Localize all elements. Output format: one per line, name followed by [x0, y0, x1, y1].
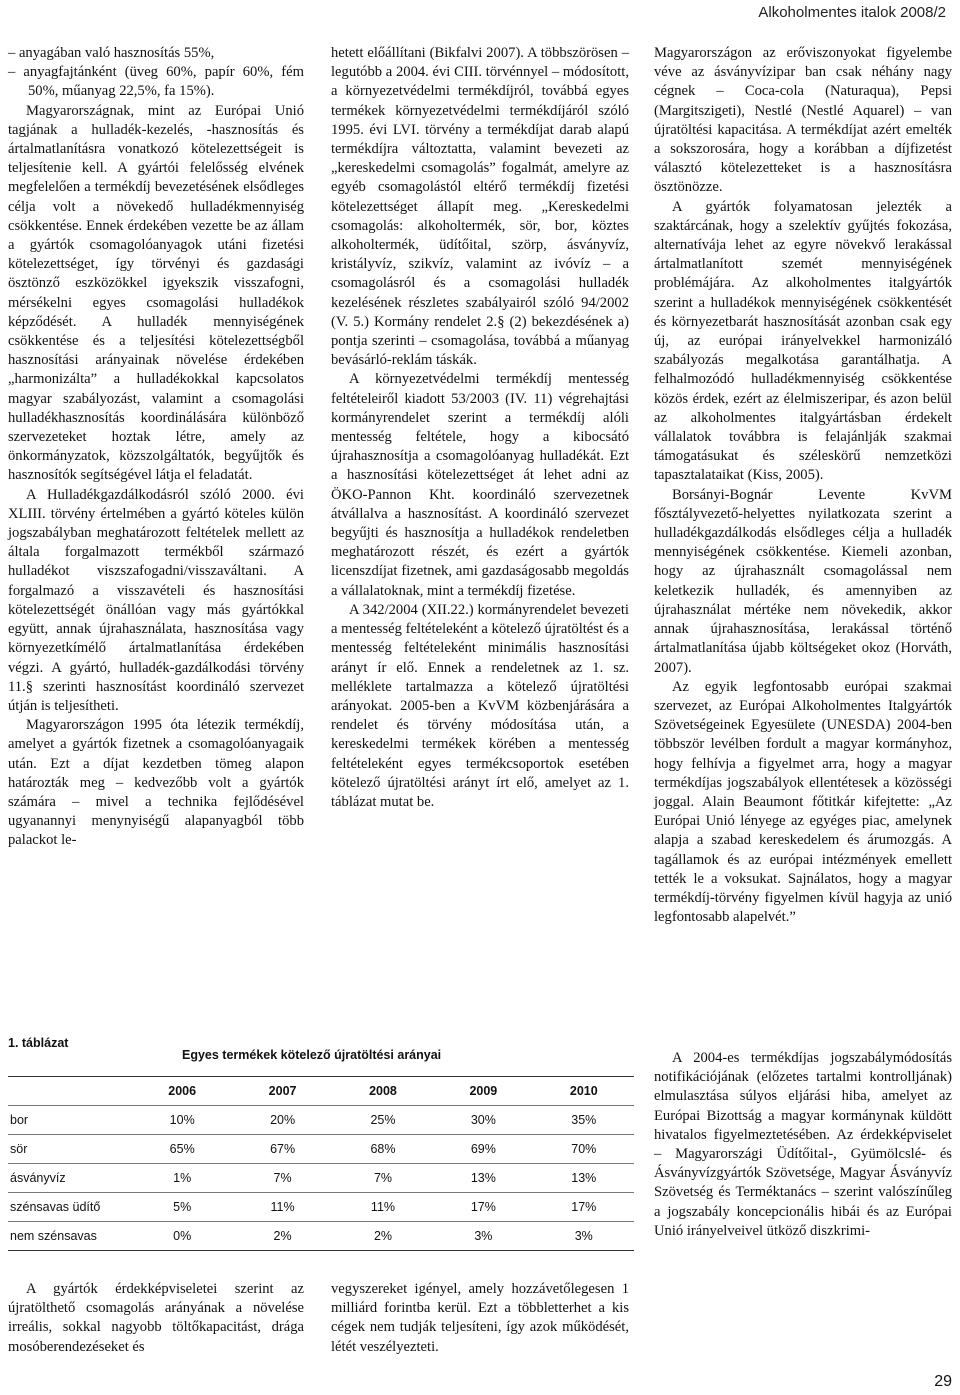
- table-cell: 7%: [232, 1164, 332, 1193]
- table-cell: 67%: [232, 1135, 332, 1164]
- paragraph: A környezetvédelmi termékdíj mentesség feltételeiről kiadott 53/2003 (IV. 11) végrehajtási kormányrendelet szerint a termékdíj alóli mentesség feltétele, hogy a kibocsátó újrahasznosítja a csomagolóanyag hulladékát. Ezt a hasznosítási kötelezettséget át lehet adni az ÖKO-Pannon Kht. koordináló szervezetnek átvállalva a hasznosítást. A koordináló szervezet begyűjti és hasznosítja a hulladékok rendeletben meghatározott részét, és ezért a gyártók licenszdíjat fizetnek, ami gazdaságosabb megoldás a vállalatoknak, mint a termékdíj fizetése.: [331, 371, 629, 599]
- paragraph: A Hulladékgazdálkodásról szóló 2000. évi XLIII. törvény értelmében a gyártó köteles külön jogszabályban meghatározott feltételek mellett az általa forgalmazott termékből származó hulladékot viszszafogadni/visszaváltani. A forgalmazó a visszavételi és hasznosítási kötelezettségét önállóan vagy más gyártókkal együtt, annak újrahasználata, hasznosítása vagy környezetkímélő ártalmatlanítása érdekében végzi. A gyártó, hulladék-gazdálkodási törvény 11.§ szerinti hasznosítást koordináló szervezet útján is teljesítheti.: [8, 486, 304, 714]
- paragraph: A 342/2004 (XII.22.) kormányrendelet bevezeti a mentesség feltételeként a kötelező újratöltést és a mentesség feltételeként minimális hasznosítási arányt ír elő. Ennek a rendeletnek az 1. sz. melléklete tartalmazza a kötelező újratöltési arányokat. 2005-ben a KvVM közbenjárására a rendelet és törvény módosítása után, a kereskedelmi termékek körében a mentesség feltételeként egyes termékcsoportok esetében kötelező újratöltési arányt írt elő, amelyet az 1. táblázat mutat be.: [331, 601, 629, 810]
- year-header: 2008: [333, 1077, 433, 1106]
- paragraph: Magyarországon 1995 óta létezik termékdíj, amelyet a gyártók fizetnek a csomagolóanyagaik után. Ezt a díjat kezdetben tömeg alapon határozták meg – kedvezőbb volt a gyártók számára – mivel a technika fejlődésével ugyanannyi menynyiségű alapanyagból több palackot le-: [8, 717, 304, 849]
- paragraph: Magyarországon az erőviszonyokat figyelembe véve az ásványvízipar ban csak néhány nagy cégnek – Coca-cola (Naturaqua), Pepsi (Margitszigeti), Nestlé (Nestlé Aquarel) – van újratöltési kapacitása. A termékdíjat azért emelték a sokszorosára, hogy a korábban a díjfizetést választó kötelezetteket is a hasznosításra ösztönözze.: [654, 45, 952, 196]
- paragraph: Az egyik legfontosabb európai szakmai szervezet, az Európai Alkoholmentes Italgyártók Szövetségeinek Egyesülete (UNESDA) 2004-ben többször levélben fordult a magyar kormányhoz, hogy felhívja a figyelmet arra, hogy a magyar termékdíjas jogszabályok ellentétesek a közösségi joggal. Alain Beaumont főtitkár kifejtette: „Az Európai Unió lényege az egyéges piac, amelynek alapja a szabad kereskedelem és árumozgás. A tagállamok és az európai intézmények emellett tették le a voksukat. Sajnálatos, hogy a magyar termékdíj-törvény figyelmen kívül hagyja az unió legfontosabb alapelvét.”: [654, 678, 952, 926]
- row-label: ásványvíz: [8, 1164, 132, 1193]
- table-corner: [8, 1077, 132, 1106]
- table-row: [8, 1106, 634, 1135]
- table-cell: 3%: [534, 1222, 634, 1251]
- table-title: Egyes termékek kötelező újratöltési arányai: [182, 1048, 442, 1062]
- table-cell: 11%: [232, 1193, 332, 1222]
- paragraph: – anyagfajtánként (üveg 60%, papír 60%, fém 50%, műanyag 22,5%, fa 15%).: [8, 64, 304, 100]
- table-cell: 35%: [534, 1106, 634, 1135]
- table-row: [8, 1164, 634, 1193]
- year-header: 2006: [132, 1077, 232, 1106]
- table-cell: 70%: [534, 1135, 634, 1164]
- table-cell: 17%: [433, 1193, 533, 1222]
- table-row: [8, 1222, 634, 1251]
- table-cell: 2%: [333, 1222, 433, 1251]
- table-cell: 3%: [433, 1222, 533, 1251]
- table-cell: 11%: [333, 1193, 433, 1222]
- row-label: sör: [8, 1135, 132, 1164]
- year-header: 2010: [534, 1077, 634, 1106]
- table-cell: 13%: [433, 1164, 533, 1193]
- paragraph: Magyarországnak, mint az Európai Unió tagjának a hulladék-kezelés, -hasznosítás és ártalmatlanításra vonatkozó kötelezettségeit is teljesítenie kell. A gyártói felelősség elvének megfelelően a termékdíj bevezetésének elsődleges célja volt a növekedő hulladékmennyiség csökkentése. Ennek érdekében vezette be az állam a gyártók csomagolóanyagok utáni fizetési kötelezettséget, így törvényi és gazdasági ösztönző eszközökkel igyekszik visszafogni, mérsékelni egyes csomagolási hulladékok képződését. A hulladék mennyiségének csökkentése és a teljesítési kötelezettségből hasznosítási arányainak növelése érdekében „harmonizálta” a hulladékokkal kapcsolatos magyar szabályozást, valamint a csomagolási hulladékhasznosítás koordinálására különböző szervezeteket hoztak létre, amely az önkormányzatok, közszolgáltatók, begyűjtők és hasznosítók segítségével látja el feladatát.: [8, 102, 304, 484]
- table-cell: 69%: [433, 1135, 533, 1164]
- table-cell: 13%: [534, 1164, 634, 1193]
- refill-ratio-table: [8, 1076, 634, 1251]
- paragraph: – anyagában való hasznosítás 55%,: [8, 45, 215, 61]
- paragraph: Borsányi-Bognár Levente KvVM fősztályvezető-helyettes nyilatkozata szerint a hulladékgazdálkodás elsődleges célja a hulladék mennyiségének csökkentése. Kiemeli azonban, hogy az újrahasznált csomagolással nem keletkezik hulladék, és amennyiben az újrahasználat mértéke nem növekedik, akkor annak újrahasznosítása, lerakással történő ártalmatlanítása újabb költségeket okoz (Horváth, 2007).: [654, 486, 952, 676]
- column-1: [8, 44, 304, 851]
- table-header-row: [8, 1077, 634, 1106]
- table-cell: 65%: [132, 1135, 232, 1164]
- table-cell: 2%: [232, 1222, 332, 1251]
- paragraph: vegyszereket igényel, amely hozzávetőlegesen 1 milliárd forintba kerül. Ezt a többletterhet a kis cégek nem tudják teljesíteni, így azok működését, létét veszélyezteti.: [331, 1281, 629, 1355]
- column-2: [331, 44, 629, 812]
- paragraph: A 2004-es termékdíjas jogszabálymódosítás notifikációjának (előzetes tartalmi kontrolljának) elmulasztása súlyos eljárási hiba, amelyet az Európai Bizottság a magyar kormánynak küldött hivatalos figyelmeztetésében. Az érdekképviselet – Magyarországi Üdítőital-, Gyümölcslé- és Ásványvízgyártók Szövetsége, Magyar Ásványvíz Szövetség és Terméktanács – szerint valószínűleg a jogszabály koncepcionális hibái és az Európai Unió irányelveivel ütköző diszkrimi-: [654, 1050, 952, 1239]
- paragraph: A gyártók érdekképviseletei szerint az újratölthető csomagolás arányának a növelése irreális, sokkal nagyobb töltőkapacitást, drága mosóberendezéseket és: [8, 1281, 304, 1355]
- row-label: szénsavas üdítő: [8, 1193, 132, 1222]
- table-cell: 0%: [132, 1222, 232, 1251]
- table-cell: 20%: [232, 1106, 332, 1135]
- table-cell: 30%: [433, 1106, 533, 1135]
- row-label: nem szénsavas: [8, 1222, 132, 1251]
- paragraph: hetett előállítani (Bikfalvi 2007). A többszörösen – legutóbb a 2004. évi CIII. törvénnyel – módosított, a környezetvédelmi termékdíjról, továbbá egyes termékek környezetvédelmi termékdíjáról szóló 1995. évi LVI. törvény a termékdíjat darab alapú termékdíjra változtatta, valamint bevezeti az „kereskedelmi csomagolás” fogalmát, amelyre az egyéb csomagolástól eltérő termékdíj fizetési kötelezettséget állapít meg. „Kereskedelmi csomagolás: alkoholtermék, sör, bor, köztes alkoholtermék, üdítőital, szörp, ásványvíz, kristályvíz, szikvíz, valamint az ivóvíz – a csomagolásról és a csomagolási hulladék kezelésének részletes szabályairól szóló 94/2002 (V. 5.) Kormány rendelet 2.§ (2) bekezdésének a) pontja szerinti – csomagolása, továbbá a műanyag bevásárló-reklám táskák.: [331, 45, 629, 369]
- column-1-bottom: [8, 1280, 304, 1357]
- column-3-continued: [654, 1049, 952, 1241]
- table-cell: 17%: [534, 1193, 634, 1222]
- page-number: 29: [934, 1373, 952, 1390]
- running-header: Alkoholmentes italok 2008/2: [758, 4, 946, 21]
- table-cell: 1%: [132, 1164, 232, 1193]
- year-header: 2009: [433, 1077, 533, 1106]
- table-row: [8, 1193, 634, 1222]
- table-cell: 5%: [132, 1193, 232, 1222]
- table-cell: 7%: [333, 1164, 433, 1193]
- column-3: [654, 44, 952, 927]
- row-label: bor: [8, 1106, 132, 1135]
- table-cell: 25%: [333, 1106, 433, 1135]
- table-label: 1. táblázat: [8, 1036, 69, 1050]
- table-cell: 68%: [333, 1135, 433, 1164]
- year-header: 2007: [232, 1077, 332, 1106]
- paragraph: A gyártók folyamatosan jelezték a szaktárcának, hogy a szelektív gyűjtés fokozása, alternatívája lehet az egyre növekvő lerakással ártalmatlanított szemét mennyiségének problémájára. Az alkoholmentes italgyártók szerint a hulladékok mennyiségének csökkentését és környezetbarát hasznosítását azonban csak egy új, az európai irányelvekkel harmonizáló szabályozás megalkotása garantálhatja. A felhalmozódó hulladékmennyiség csökkentése közös érdek, ezért az élelmiszeripar, és azon belül az alkoholmentes italgyártásban érdekelt vállalatok továbbra is felajánlják szakmai támogatásukat és széleskörű nemzetközi tapasztalataikat (Kiss, 2005).: [654, 198, 952, 484]
- table-cell: 10%: [132, 1106, 232, 1135]
- table-row: [8, 1135, 634, 1164]
- column-2-bottom: [331, 1280, 629, 1357]
